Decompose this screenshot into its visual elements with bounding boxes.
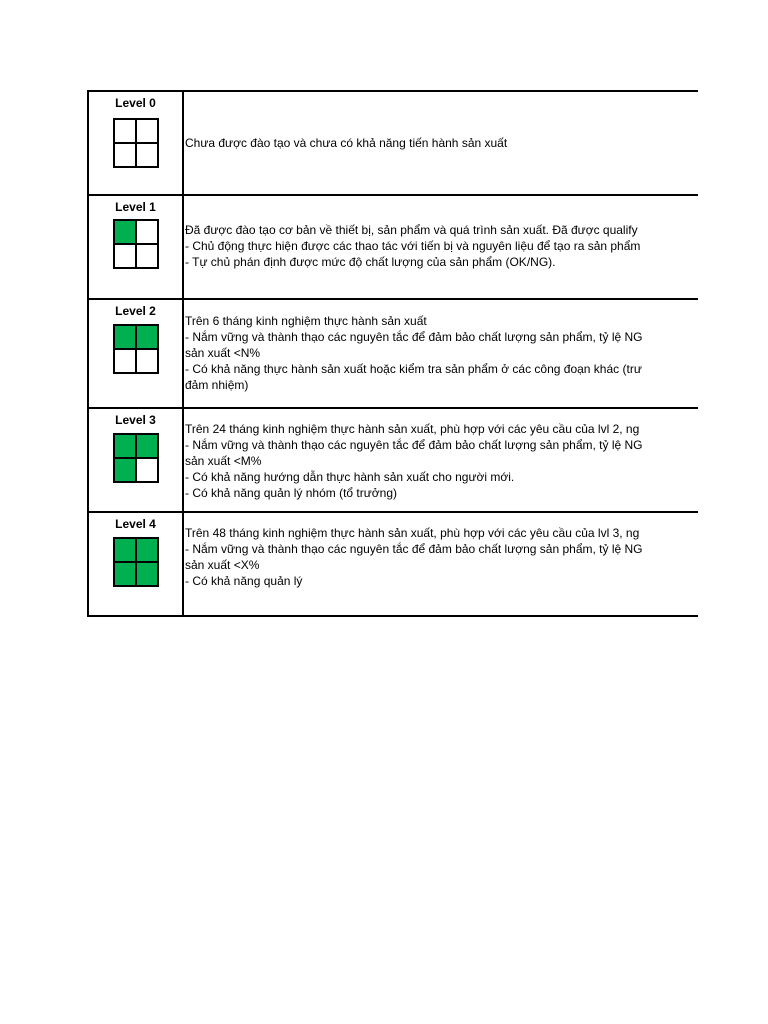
skill-grid-icon (113, 537, 159, 587)
level-row-1 (87, 194, 698, 298)
grid-quadrant (115, 458, 136, 481)
level-label: Level 2 (115, 304, 156, 318)
grid-quadrant (115, 244, 136, 267)
grid-quadrant (115, 120, 136, 143)
grid-quadrant (136, 143, 157, 166)
level-row-0 (87, 90, 698, 194)
level-description (184, 409, 698, 511)
description-line: đảm nhiệm) (185, 378, 249, 392)
description-line: Trên 48 tháng kinh nghiệm thực hành sản xuất, phù hợp với các yêu cầu của lvl 3, ng (185, 526, 640, 540)
grid-quadrant (136, 221, 157, 244)
level-description (184, 300, 698, 407)
level-description (184, 92, 698, 194)
description-line: sản xuất <M% (185, 454, 262, 468)
description-line: Chưa được đào tạo và chưa có khả năng tiến hành sản xuất (185, 136, 508, 150)
description-line: - Nắm vững và thành thạo các nguyên tắc để đảm bảo chất lượng sản phẩm, tỷ lệ NG (185, 330, 643, 344)
level-cell (87, 513, 184, 615)
description-line: - Nắm vững và thành thạo các nguyên tắc để đảm bảo chất lượng sản phẩm, tỷ lệ NG (185, 438, 643, 452)
description-line: - Có khả năng quản lý nhóm (tổ trưởng) (185, 486, 398, 500)
level-cell (87, 196, 184, 298)
level-cell (87, 92, 184, 194)
grid-quadrant (115, 539, 136, 562)
level-description (184, 513, 698, 615)
grid-quadrant (136, 458, 157, 481)
level-cell (87, 300, 184, 407)
description-line: Đã được đào tạo cơ bản về thiết bị, sản phẩm và quá trình sản xuất. Đã được qualify (185, 223, 638, 237)
level-description (184, 196, 698, 298)
description-line: sản xuất <N% (185, 346, 261, 360)
grid-quadrant (115, 435, 136, 458)
grid-quadrant (136, 120, 157, 143)
level-label: Level 4 (115, 517, 156, 531)
skill-grid-icon (113, 324, 159, 374)
description-line: - Có khả năng quản lý (185, 574, 303, 588)
description-line: sản xuất <X% (185, 558, 260, 572)
grid-quadrant (136, 539, 157, 562)
grid-quadrant (136, 244, 157, 267)
skill-grid-icon (113, 118, 159, 168)
skill-level-table (87, 90, 698, 617)
level-row-3 (87, 407, 698, 511)
grid-quadrant (136, 562, 157, 585)
level-row-2 (87, 298, 698, 407)
description-line: - Có khả năng hướng dẫn thực hành sản xuất cho người mới. (185, 470, 515, 484)
grid-quadrant (136, 326, 157, 349)
grid-quadrant (115, 221, 136, 244)
description-line: - Tự chủ phán định được mức độ chất lượng của sản phẩm (OK/NG). (185, 255, 556, 269)
description-line: Trên 6 tháng kinh nghiệm thực hành sản xuất (185, 314, 427, 328)
grid-quadrant (136, 349, 157, 372)
description-line: Trên 24 tháng kinh nghiệm thực hành sản xuất, phù hợp với các yêu cầu của lvl 2, ng (185, 422, 640, 436)
description-line: - Nắm vững và thành thạo các nguyên tắc để đảm bảo chất lượng sản phẩm, tỷ lệ NG (185, 542, 643, 556)
level-cell (87, 409, 184, 511)
grid-quadrant (115, 349, 136, 372)
grid-quadrant (115, 326, 136, 349)
level-label: Level 0 (115, 96, 156, 110)
skill-grid-icon (113, 219, 159, 269)
level-label: Level 1 (115, 200, 156, 214)
grid-quadrant (115, 143, 136, 166)
skill-grid-icon (113, 433, 159, 483)
description-line: - Chủ động thực hiện được các thao tác với tiến bị và nguyên liệu để tạo ra sản phẩm (185, 239, 641, 253)
level-label: Level 3 (115, 413, 156, 427)
grid-quadrant (115, 562, 136, 585)
description-line: - Có khả năng thực hành sản xuất hoặc kiểm tra sản phẩm ở các công đoạn khác (trư (185, 362, 642, 376)
level-row-4 (87, 511, 698, 617)
grid-quadrant (136, 435, 157, 458)
